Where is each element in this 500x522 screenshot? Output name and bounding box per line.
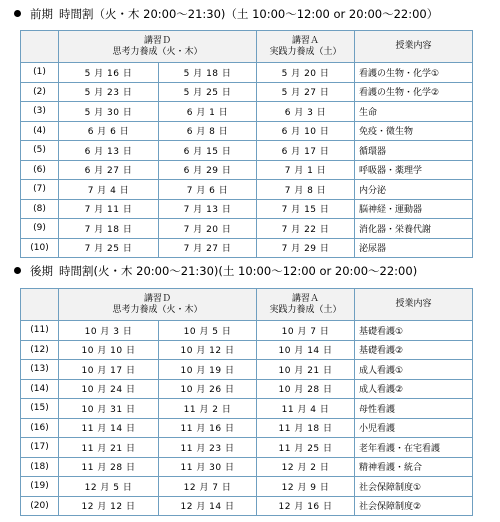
table-row (21, 340, 473, 360)
header-number (21, 31, 59, 63)
header-number (21, 289, 59, 321)
course-a-date-sat: 10 月 28 日 (257, 379, 355, 399)
course-d-date-thu: 6 月 8 日 (159, 121, 257, 141)
course-d-date-tue: 7 月 4 日 (59, 180, 159, 200)
course-d-date-thu: 7 月 20 日 (159, 219, 257, 239)
table-row (21, 199, 473, 219)
lesson-content: 循環器 (355, 141, 473, 161)
course-d-date-thu: 6 月 29 日 (159, 160, 257, 180)
header-course-d-name: 講習Ｄ (144, 35, 172, 46)
bullet-icon (14, 267, 21, 274)
row-number: (15) (21, 399, 59, 419)
row-number: (7) (21, 180, 59, 200)
first-term-schedule-times: 時間割（火・木 20:00～21:30)（土 10:00～12:00 or 20:00～22:00） (59, 7, 439, 21)
second-term-label: 後期 (30, 264, 53, 278)
first-term-label: 前期 (30, 7, 53, 21)
course-a-date-sat: 7 月 1 日 (257, 160, 355, 180)
course-a-date-sat: 12 月 2 日 (257, 457, 355, 477)
course-d-date-tue: 6 月 6 日 (59, 121, 159, 141)
table-row (21, 438, 473, 458)
row-number: (17) (21, 438, 59, 458)
row-number: (2) (21, 82, 59, 102)
course-d-date-tue: 11 月 21 日 (59, 438, 159, 458)
table-row (21, 418, 473, 438)
course-a-date-sat: 11 月 4 日 (257, 399, 355, 419)
course-a-date-sat: 5 月 20 日 (257, 63, 355, 83)
header-course-a-desc: 実践力養成（土） (269, 46, 342, 57)
course-d-date-tue: 11 月 28 日 (59, 457, 159, 477)
course-d-date-thu: 10 月 5 日 (159, 321, 257, 341)
course-d-date-thu: 6 月 1 日 (159, 102, 257, 122)
course-d-date-tue: 10 月 10 日 (59, 340, 159, 360)
course-d-date-thu: 11 月 23 日 (159, 438, 257, 458)
second-term-table (20, 288, 473, 516)
bullet-icon (14, 10, 21, 17)
course-d-date-thu: 5 月 25 日 (159, 82, 257, 102)
course-d-date-tue: 5 月 16 日 (59, 63, 159, 83)
course-d-date-thu: 11 月 16 日 (159, 418, 257, 438)
lesson-content: 消化器・栄養代謝 (355, 219, 473, 239)
lesson-content: 呼吸器・薬理学 (355, 160, 473, 180)
row-number: (13) (21, 360, 59, 380)
course-a-date-sat: 11 月 25 日 (257, 438, 355, 458)
header-course-d-desc: 思考力養成（火・木） (112, 46, 203, 57)
lesson-content: 精神看護・統合 (355, 457, 473, 477)
course-a-date-sat: 6 月 10 日 (257, 121, 355, 141)
lesson-content: 免疫・微生物 (355, 121, 473, 141)
course-d-date-tue: 10 月 3 日 (59, 321, 159, 341)
course-d-date-thu: 10 月 19 日 (159, 360, 257, 380)
lesson-content: 泌尿器 (355, 238, 473, 258)
lesson-content: 社会保障制度② (355, 496, 473, 516)
course-d-date-tue: 12 月 5 日 (59, 477, 159, 497)
table-row (21, 477, 473, 497)
header-course-d (59, 289, 257, 321)
row-number: (11) (21, 321, 59, 341)
table-row (21, 360, 473, 380)
row-number: (12) (21, 340, 59, 360)
table-row (21, 141, 473, 161)
lesson-content: 基礎看護① (355, 321, 473, 341)
lesson-content: 成人看護② (355, 379, 473, 399)
course-a-date-sat: 10 月 7 日 (257, 321, 355, 341)
course-d-date-tue: 7 月 18 日 (59, 219, 159, 239)
table-row (21, 496, 473, 516)
course-a-date-sat: 7 月 29 日 (257, 238, 355, 258)
course-d-date-tue: 12 月 12 日 (59, 496, 159, 516)
row-number: (1) (21, 63, 59, 83)
course-d-date-tue: 7 月 11 日 (59, 199, 159, 219)
course-a-date-sat: 12 月 16 日 (257, 496, 355, 516)
course-d-date-tue: 11 月 14 日 (59, 418, 159, 438)
header-course-d-desc: 思考力養成（火・木） (112, 304, 203, 315)
course-a-date-sat: 6 月 3 日 (257, 102, 355, 122)
row-number: (14) (21, 379, 59, 399)
table-row (21, 180, 473, 200)
lesson-content: 老年看護・在宅看護 (355, 438, 473, 458)
lesson-content: 成人看護① (355, 360, 473, 380)
second-term-schedule-times: 時間割(火・木 20:00～21:30)(土 10:00～12:00 or 20:00～22:00) (59, 264, 418, 278)
course-d-date-thu: 7 月 27 日 (159, 238, 257, 258)
course-d-date-thu: 12 月 7 日 (159, 477, 257, 497)
row-number: (20) (21, 496, 59, 516)
first-term-title (14, 6, 438, 22)
course-d-date-thu: 5 月 18 日 (159, 63, 257, 83)
table-row (21, 321, 473, 341)
row-number: (10) (21, 238, 59, 258)
course-d-date-thu: 10 月 26 日 (159, 379, 257, 399)
course-a-date-sat: 7 月 15 日 (257, 199, 355, 219)
course-d-date-tue: 5 月 23 日 (59, 82, 159, 102)
row-number: (4) (21, 121, 59, 141)
course-d-date-tue: 6 月 13 日 (59, 141, 159, 161)
course-d-date-tue: 10 月 31 日 (59, 399, 159, 419)
header-course-a-desc: 実践力養成（土） (269, 304, 342, 315)
second-term-title (14, 263, 417, 279)
course-a-date-sat: 5 月 27 日 (257, 82, 355, 102)
course-d-date-thu: 10 月 12 日 (159, 340, 257, 360)
course-d-date-thu: 11 月 30 日 (159, 457, 257, 477)
lesson-content: 看護の生物・化学② (355, 82, 473, 102)
table-row (21, 121, 473, 141)
row-number: (8) (21, 199, 59, 219)
course-d-date-tue: 5 月 30 日 (59, 102, 159, 122)
course-d-date-thu: 7 月 13 日 (159, 199, 257, 219)
course-d-date-thu: 12 月 14 日 (159, 496, 257, 516)
course-a-date-sat: 10 月 14 日 (257, 340, 355, 360)
lesson-content: 生命 (355, 102, 473, 122)
header-course-a (257, 289, 355, 321)
table-row (21, 457, 473, 477)
lesson-content: 母性看護 (355, 399, 473, 419)
table-row (21, 379, 473, 399)
table-row (21, 399, 473, 419)
header-course-a-name: 講習Ａ (292, 35, 320, 46)
course-d-date-tue: 10 月 24 日 (59, 379, 159, 399)
row-number: (5) (21, 141, 59, 161)
header-course-a-name: 講習Ａ (292, 293, 320, 304)
lesson-content: 小児看護 (355, 418, 473, 438)
header-content: 授業内容 (355, 289, 473, 321)
header-course-a (257, 31, 355, 63)
table-row (21, 82, 473, 102)
header-course-d-name: 講習Ｄ (144, 293, 172, 304)
row-number: (18) (21, 457, 59, 477)
first-term-table (20, 30, 473, 258)
row-number: (19) (21, 477, 59, 497)
lesson-content: 内分泌 (355, 180, 473, 200)
lesson-content: 脳神経・運動器 (355, 199, 473, 219)
course-a-date-sat: 6 月 17 日 (257, 141, 355, 161)
course-d-date-tue: 6 月 27 日 (59, 160, 159, 180)
table-row (21, 102, 473, 122)
table-row (21, 160, 473, 180)
table-row (21, 63, 473, 83)
course-a-date-sat: 10 月 21 日 (257, 360, 355, 380)
course-d-date-tue: 7 月 25 日 (59, 238, 159, 258)
lesson-content: 基礎看護② (355, 340, 473, 360)
lesson-content: 看護の生物・化学① (355, 63, 473, 83)
lesson-content: 社会保障制度① (355, 477, 473, 497)
course-d-date-thu: 11 月 2 日 (159, 399, 257, 419)
row-number: (16) (21, 418, 59, 438)
course-a-date-sat: 12 月 9 日 (257, 477, 355, 497)
header-course-d (59, 31, 257, 63)
table-row (21, 219, 473, 239)
header-content: 授業内容 (355, 31, 473, 63)
course-d-date-tue: 10 月 17 日 (59, 360, 159, 380)
row-number: (9) (21, 219, 59, 239)
course-a-date-sat: 7 月 8 日 (257, 180, 355, 200)
course-a-date-sat: 7 月 22 日 (257, 219, 355, 239)
course-a-date-sat: 11 月 18 日 (257, 418, 355, 438)
course-d-date-thu: 7 月 6 日 (159, 180, 257, 200)
course-d-date-thu: 6 月 15 日 (159, 141, 257, 161)
table-row (21, 238, 473, 258)
row-number: (6) (21, 160, 59, 180)
row-number: (3) (21, 102, 59, 122)
